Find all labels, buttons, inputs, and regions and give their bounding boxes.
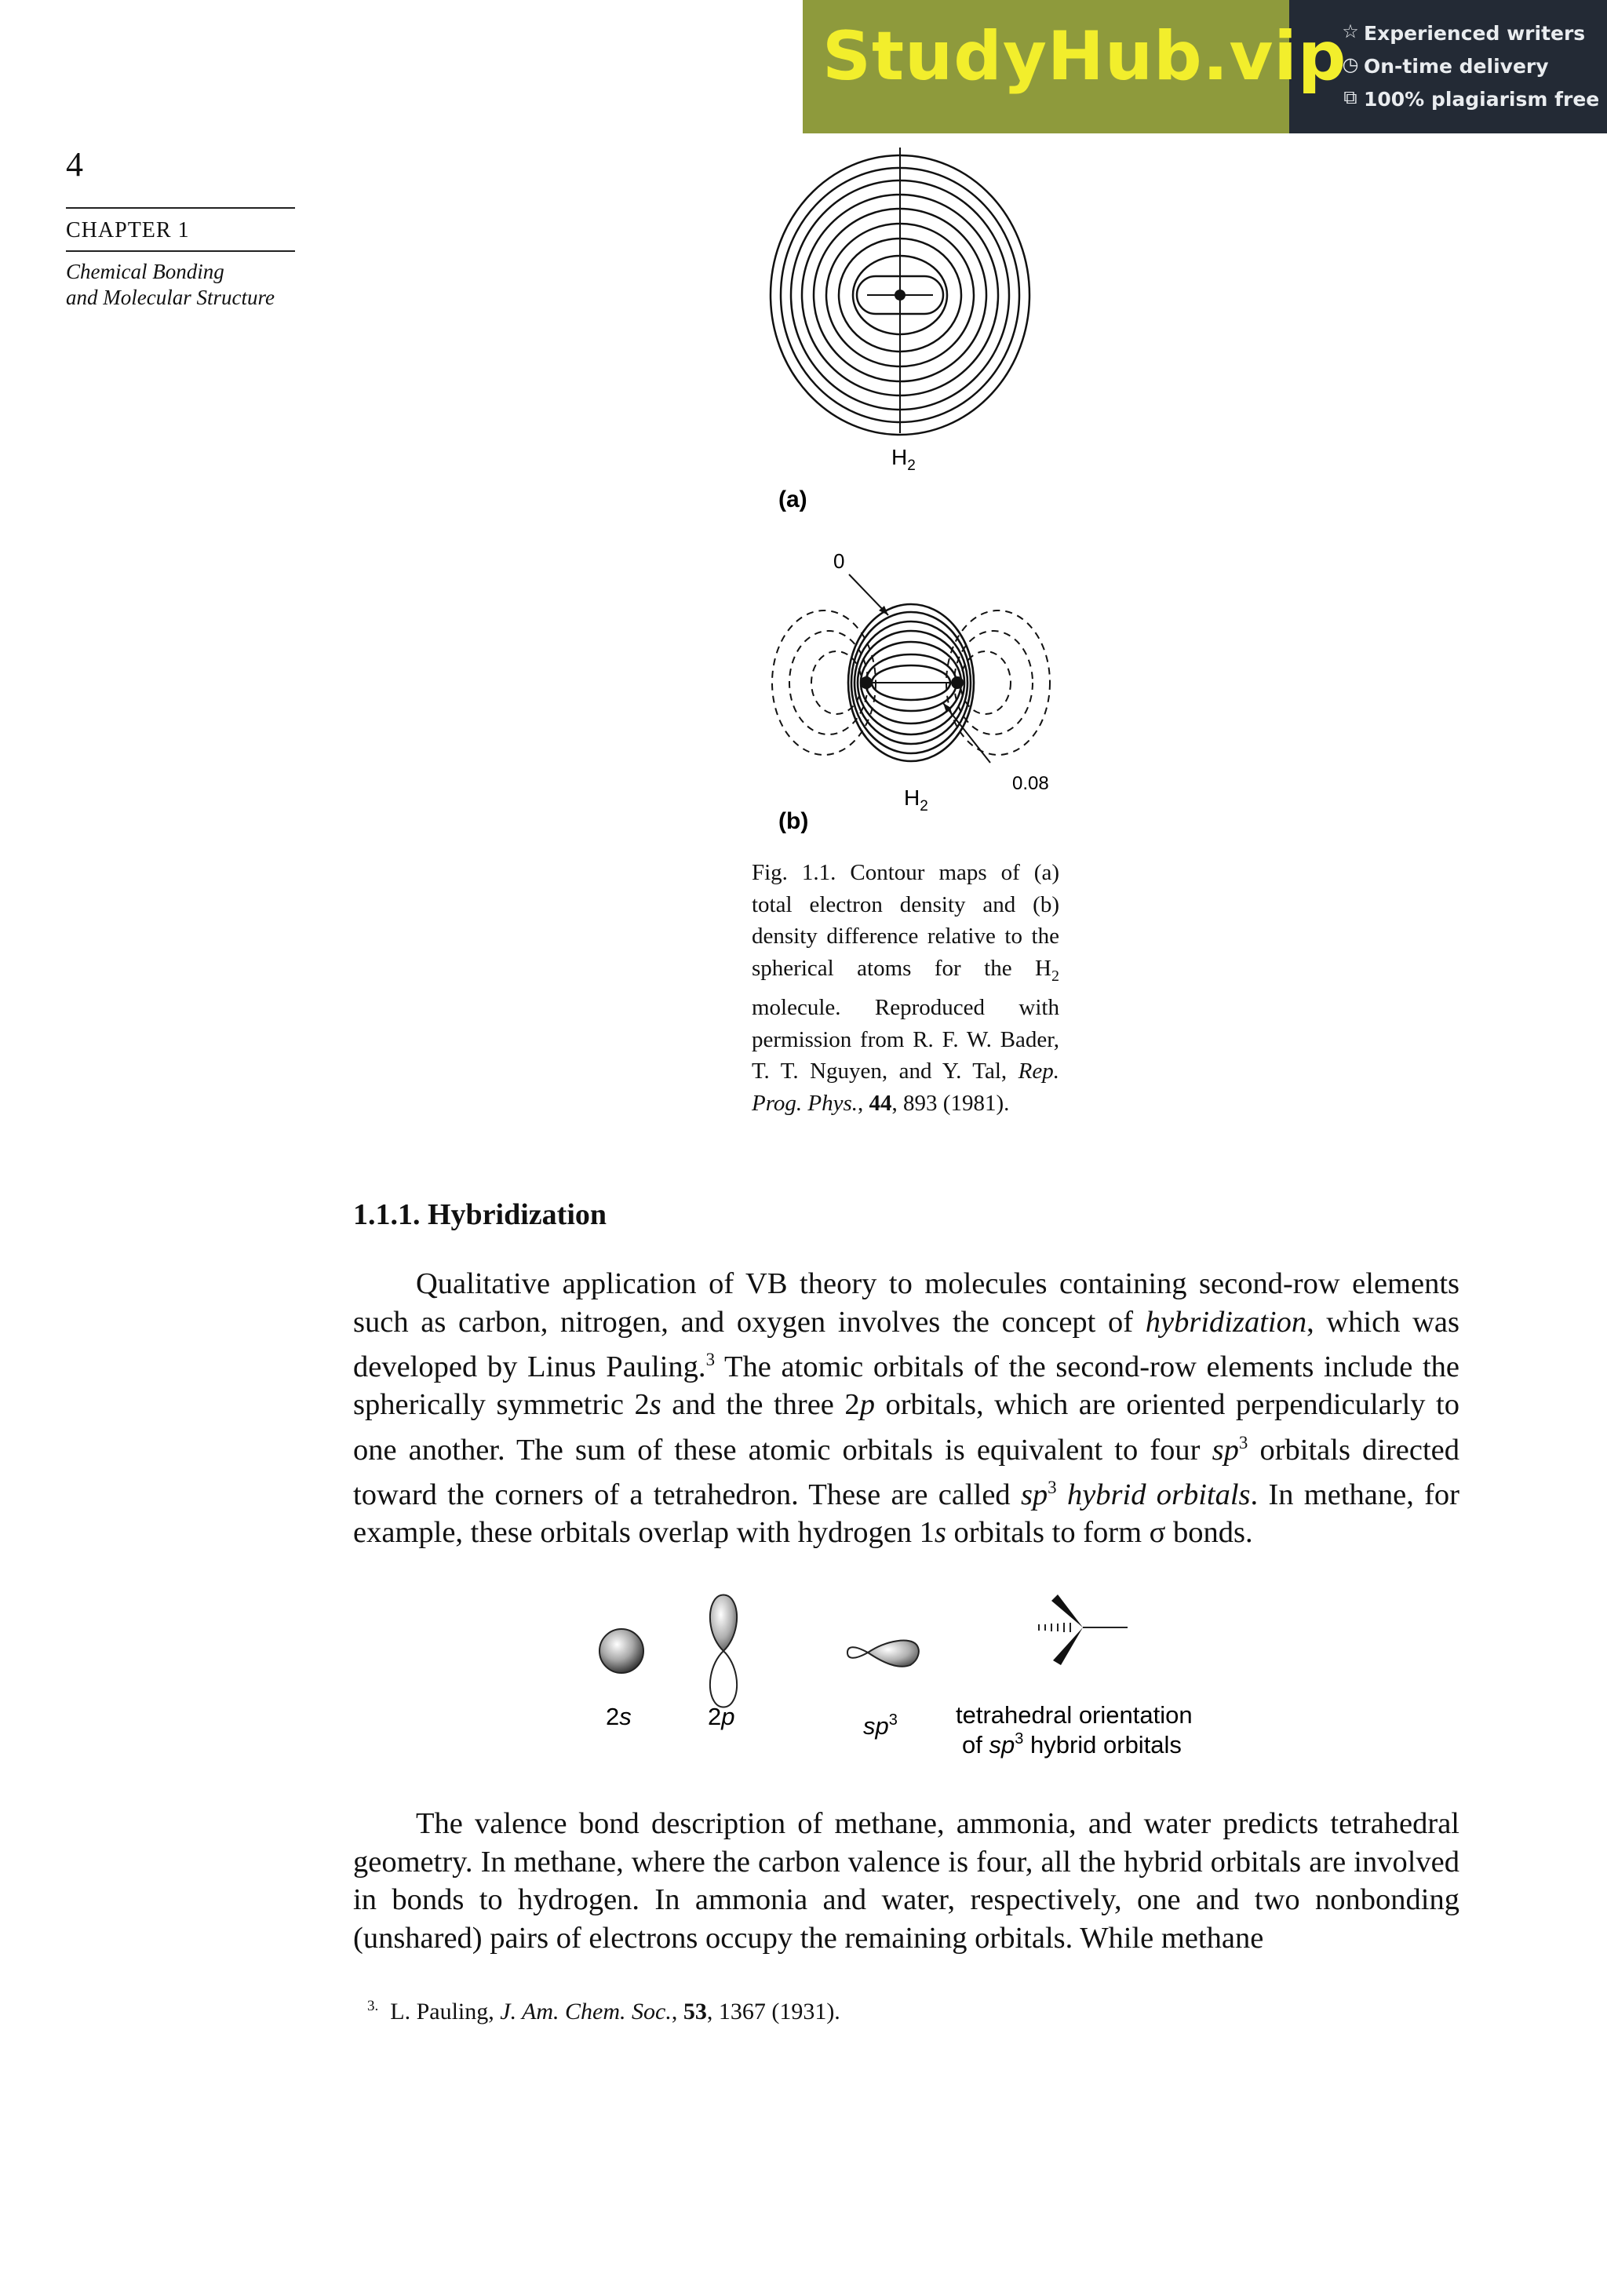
figure-b-contour-map [769,549,1083,840]
banner-logo[interactable]: StudyHub.vip [822,17,1347,96]
paragraph-hybridization: Qualitative application of VB theory to molecules containing second-row elements such as carbon, nitrogen, and oxygen involves the concept of hybridization, which was developed by Linus Pauling.$^3$ The atomic orbitals of the second-row elements include the spherically symmetric 2s and the three 2p orbitals, which are oriented perpendicularly to one another. The sum of these atomic orbitals is equivalent to four $sp^3$ orbitals directed toward the corners of a tetrahedron. These are called $sp^3$ hybrid orbitals. In methane, for example, these orbitals overlap with hydrogen 1s orbitals to form σ bonds. [353,1267,1459,1550]
chapter-title-line1: Chemical Bonding [66,260,224,283]
feature-experienced-writers: Experienced writers [1364,22,1586,45]
chapter-title-line2: and Molecular Structure [66,286,275,309]
feature-plagiarism-free: 100% plagiarism free [1364,88,1600,111]
chapter-title [66,259,317,311]
sp3-orbital-small-lobe [847,1647,868,1658]
figure-a-label: (a) [778,487,807,512]
feature-on-time-delivery: On-time delivery [1364,55,1549,78]
figure-a-contour-map [738,148,1067,524]
page-number: 4 [66,145,83,184]
star-icon: ☆ [1342,20,1359,42]
sp3-orbital-large-lobe [868,1641,919,1667]
contour-label-max: 0.08 [1012,773,1049,794]
contour-label-zero: 0 [833,549,845,573]
2p-label: 2p [708,1703,735,1730]
2s-orbital [599,1629,643,1673]
figure-caption: Fig. 1.1. Contour maps of (a) total electron density and (b) density difference relative to the spherical atoms for the $H_2$ molecule. Reproduced with permission from R. F. W. Bader, T. T. Nguyen, and Y. Tal, Rep. Prog. Phys., 44, 893 (1981). [752,860,1059,1116]
tetrahedral-label-line1: tetrahedral orientation [956,1701,1193,1729]
copy-icon: ⧉ [1343,86,1357,108]
clock-icon: ◷ [1342,53,1359,75]
tetrahedral-diagram [1039,1594,1128,1665]
chapter-label: CHAPTER 1 [66,218,190,242]
2p-orbital-upper-lobe [710,1595,737,1652]
footnote: $^{3.}$ L. Pauling, J. Am. Chem. Soc., 53, 1367 (1931). [367,1998,840,2024]
sp3-label: $sp^3$ [863,1711,898,1740]
header-rule-bottom [66,250,295,252]
header-rule-top [66,207,295,209]
nucleus-center [895,290,906,301]
paragraph-valence-bond: The valence bond description of methane, ammonia, and water predicts tetrahedral geometry. In methane, where the carbon valence is four, all the hybrid orbitals are involved in bonds to hydrogen. In ammonia and water, respectively, one and two nonbonding (unshared) pairs of electrons occupy the remaining orbitals. While methane [353,1807,1459,1955]
figure-b-label: (b) [778,808,809,834]
tetrahedral-label-line2: of $sp^3$ hybrid orbitals [962,1730,1182,1758]
nucleus-right [951,676,964,689]
figure-b-molecule-label: $H_2$ [904,785,928,815]
orbitals-figure [581,1590,1255,1778]
2s-label: 2s [606,1703,632,1730]
figure-a-molecule-label: $H_2$ [891,445,916,474]
2p-orbital-lower-lobe [710,1651,737,1707]
nucleus-left [860,676,873,689]
section-heading: 1.1.1. Hybridization [353,1198,607,1231]
